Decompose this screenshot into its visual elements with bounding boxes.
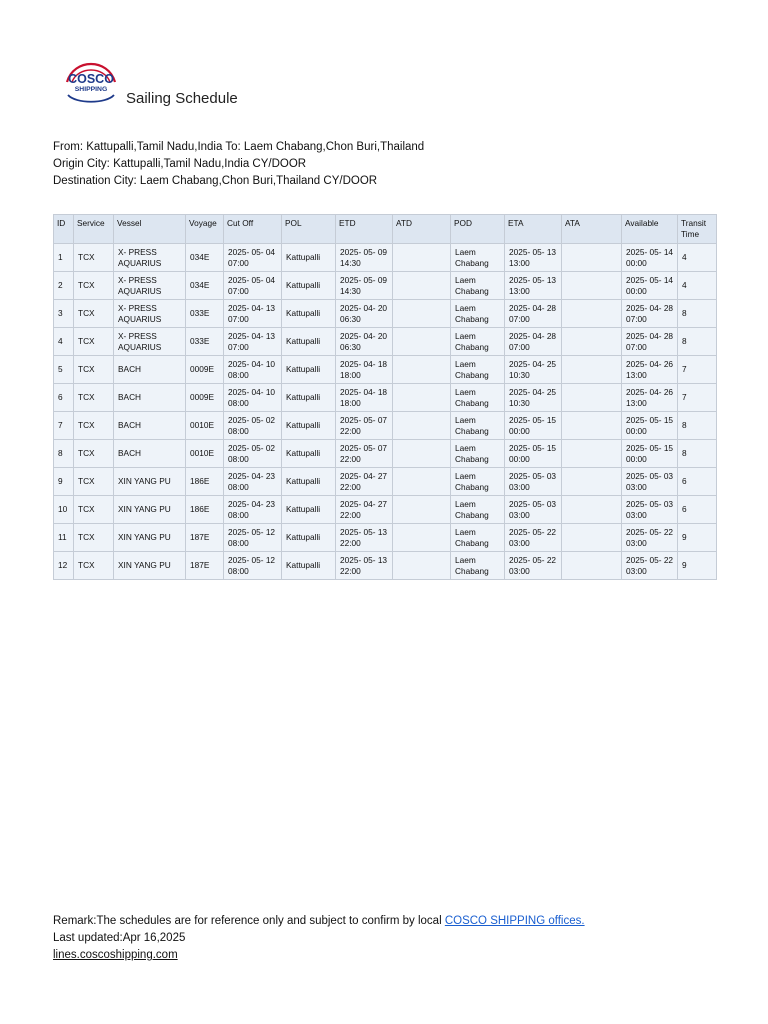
cell-atd — [393, 412, 451, 440]
cell-cut-off: 2025- 05- 02 08:00 — [224, 440, 282, 468]
cosco-shipping-logo-icon — [58, 60, 124, 106]
cell-pol: Kattupalli — [282, 300, 336, 328]
cell-transit-time: 6 — [678, 468, 717, 496]
cell-pol: Kattupalli — [282, 496, 336, 524]
cell-ata — [562, 244, 622, 272]
table-row — [54, 384, 717, 412]
cell-voyage: 033E — [186, 328, 224, 356]
cell-service: TCX — [74, 468, 114, 496]
table-row — [54, 496, 717, 524]
last-updated: Last updated:Apr 16,2025 — [53, 932, 186, 944]
cell-etd: 2025- 05- 07 22:00 — [336, 412, 393, 440]
cell-id: 9 — [54, 468, 74, 496]
cell-vessel: X- PRESS AQUARIUS — [114, 272, 186, 300]
col-header-pol: POL — [282, 215, 336, 244]
remark-text: Remark:The schedules are for reference only and subject to confirm by local — [53, 915, 445, 927]
cell-ata — [562, 328, 622, 356]
cell-vessel: XIN YANG PU — [114, 552, 186, 580]
cell-transit-time: 6 — [678, 496, 717, 524]
sailing-schedule-table — [53, 214, 717, 580]
cell-service: TCX — [74, 524, 114, 552]
cell-id: 7 — [54, 412, 74, 440]
cell-ata — [562, 412, 622, 440]
cell-transit-time: 9 — [678, 552, 717, 580]
cell-cut-off: 2025- 04- 10 08:00 — [224, 384, 282, 412]
page-title: Sailing Schedule — [126, 90, 238, 107]
cell-atd — [393, 272, 451, 300]
logo-text-sub: SHIPPING — [74, 86, 108, 93]
cell-voyage: 187E — [186, 552, 224, 580]
cell-pod: Laem Chabang — [451, 468, 505, 496]
cell-cut-off: 2025- 05- 12 08:00 — [224, 552, 282, 580]
cell-atd — [393, 300, 451, 328]
cell-atd — [393, 552, 451, 580]
cell-etd: 2025- 05- 09 14:30 — [336, 272, 393, 300]
remark-line — [53, 913, 585, 930]
cell-voyage: 186E — [186, 468, 224, 496]
cell-pol: Kattupalli — [282, 272, 336, 300]
cell-etd: 2025- 04- 20 06:30 — [336, 300, 393, 328]
cell-pod: Laem Chabang — [451, 356, 505, 384]
cell-vessel: BACH — [114, 384, 186, 412]
table-row — [54, 244, 717, 272]
cell-atd — [393, 468, 451, 496]
cell-id: 3 — [54, 300, 74, 328]
cell-transit-time: 7 — [678, 384, 717, 412]
cell-voyage: 0009E — [186, 356, 224, 384]
cell-pol: Kattupalli — [282, 328, 336, 356]
cell-service: TCX — [74, 272, 114, 300]
cell-vessel: XIN YANG PU — [114, 468, 186, 496]
cell-voyage: 0009E — [186, 384, 224, 412]
col-header-transit-time: Transit Time — [678, 215, 717, 244]
cell-eta: 2025- 05- 03 03:00 — [505, 496, 562, 524]
cell-service: TCX — [74, 300, 114, 328]
route-info — [53, 139, 424, 190]
cell-service: TCX — [74, 412, 114, 440]
cell-eta: 2025- 05- 15 00:00 — [505, 412, 562, 440]
cell-transit-time: 8 — [678, 412, 717, 440]
cell-pod: Laem Chabang — [451, 524, 505, 552]
cell-eta: 2025- 05- 13 13:00 — [505, 244, 562, 272]
cell-pol: Kattupalli — [282, 384, 336, 412]
cell-cut-off: 2025- 04- 13 07:00 — [224, 328, 282, 356]
table-row — [54, 468, 717, 496]
cell-atd — [393, 440, 451, 468]
cell-id: 8 — [54, 440, 74, 468]
cell-etd: 2025- 05- 07 22:00 — [336, 440, 393, 468]
cell-etd: 2025- 05- 09 14:30 — [336, 244, 393, 272]
cell-pol: Kattupalli — [282, 468, 336, 496]
cell-vessel: BACH — [114, 412, 186, 440]
cell-pod: Laem Chabang — [451, 328, 505, 356]
col-header-voyage: Voyage — [186, 215, 224, 244]
cell-id: 1 — [54, 244, 74, 272]
cell-transit-time: 8 — [678, 328, 717, 356]
cell-voyage: 187E — [186, 524, 224, 552]
table-header-row — [54, 215, 717, 244]
cell-ata — [562, 468, 622, 496]
cell-available: 2025- 05- 03 03:00 — [622, 496, 678, 524]
cell-service: TCX — [74, 384, 114, 412]
website-link[interactable]: lines.coscoshipping.com — [53, 949, 178, 961]
table-row — [54, 300, 717, 328]
cell-voyage: 0010E — [186, 412, 224, 440]
table-row — [54, 412, 717, 440]
cell-eta: 2025- 04- 25 10:30 — [505, 356, 562, 384]
cell-pod: Laem Chabang — [451, 552, 505, 580]
logo-text-main: COSCO — [68, 72, 114, 86]
cell-voyage: 033E — [186, 300, 224, 328]
cell-eta: 2025- 04- 25 10:30 — [505, 384, 562, 412]
col-header-vessel: Vessel — [114, 215, 186, 244]
cell-service: TCX — [74, 328, 114, 356]
cell-pod: Laem Chabang — [451, 272, 505, 300]
cell-ata — [562, 440, 622, 468]
cell-service: TCX — [74, 552, 114, 580]
cell-id: 5 — [54, 356, 74, 384]
cell-pol: Kattupalli — [282, 356, 336, 384]
table-row — [54, 552, 717, 580]
cell-pol: Kattupalli — [282, 412, 336, 440]
cell-service: TCX — [74, 440, 114, 468]
from-to-line: From: Kattupalli,Tamil Nadu,India To: Laem Chabang,Chon Buri,Thailand — [53, 141, 425, 153]
cell-vessel: X- PRESS AQUARIUS — [114, 328, 186, 356]
cell-atd — [393, 496, 451, 524]
cell-pol: Kattupalli — [282, 440, 336, 468]
cell-vessel: BACH — [114, 356, 186, 384]
col-header-pod: POD — [451, 215, 505, 244]
cell-pod: Laem Chabang — [451, 412, 505, 440]
cell-id: 10 — [54, 496, 74, 524]
cell-eta: 2025- 04- 28 07:00 — [505, 328, 562, 356]
cell-atd — [393, 356, 451, 384]
cell-ata — [562, 552, 622, 580]
cell-atd — [393, 384, 451, 412]
cell-etd: 2025- 04- 27 22:00 — [336, 496, 393, 524]
cell-cut-off: 2025- 04- 23 08:00 — [224, 468, 282, 496]
cell-atd — [393, 328, 451, 356]
cell-cut-off: 2025- 05- 02 08:00 — [224, 412, 282, 440]
cell-voyage: 0010E — [186, 440, 224, 468]
col-header-etd: ETD — [336, 215, 393, 244]
cell-ata — [562, 524, 622, 552]
col-header-eta: ETA — [505, 215, 562, 244]
col-header-atd: ATD — [393, 215, 451, 244]
cell-id: 2 — [54, 272, 74, 300]
cosco-offices-link[interactable]: COSCO SHIPPING offices. — [444, 915, 585, 927]
cell-eta: 2025- 05- 22 03:00 — [505, 524, 562, 552]
cell-eta: 2025- 05- 13 13:00 — [505, 272, 562, 300]
cell-transit-time: 8 — [678, 300, 717, 328]
cell-service: TCX — [74, 244, 114, 272]
cell-available: 2025- 05- 15 00:00 — [622, 440, 678, 468]
cell-id: 4 — [54, 328, 74, 356]
cell-cut-off: 2025- 04- 13 07:00 — [224, 300, 282, 328]
destination-city-line: Destination City: Laem Chabang,Chon Buri,Thailand CY/DOOR — [53, 175, 378, 187]
cell-transit-time: 4 — [678, 272, 717, 300]
cell-voyage: 034E — [186, 244, 224, 272]
cell-cut-off: 2025- 04- 10 08:00 — [224, 356, 282, 384]
cell-eta: 2025- 05- 15 00:00 — [505, 440, 562, 468]
cell-id: 11 — [54, 524, 74, 552]
cell-available: 2025- 05- 22 03:00 — [622, 524, 678, 552]
col-header-service: Service — [74, 215, 114, 244]
cell-pod: Laem Chabang — [451, 440, 505, 468]
cell-transit-time: 4 — [678, 244, 717, 272]
cell-vessel: XIN YANG PU — [114, 524, 186, 552]
col-header-cut-off: Cut Off — [224, 215, 282, 244]
cell-available: 2025- 04- 28 07:00 — [622, 300, 678, 328]
cell-service: TCX — [74, 496, 114, 524]
cell-ata — [562, 272, 622, 300]
cell-pod: Laem Chabang — [451, 384, 505, 412]
table-body — [54, 244, 717, 580]
table-row — [54, 524, 717, 552]
table-row — [54, 440, 717, 468]
cell-cut-off: 2025- 04- 23 08:00 — [224, 496, 282, 524]
cell-available: 2025- 05- 14 00:00 — [622, 244, 678, 272]
cell-pod: Laem Chabang — [451, 496, 505, 524]
cell-vessel: X- PRESS AQUARIUS — [114, 244, 186, 272]
cell-pol: Kattupalli — [282, 552, 336, 580]
cell-pol: Kattupalli — [282, 244, 336, 272]
cell-transit-time: 9 — [678, 524, 717, 552]
cell-service: TCX — [74, 356, 114, 384]
cell-pod: Laem Chabang — [451, 244, 505, 272]
cell-pol: Kattupalli — [282, 524, 336, 552]
cell-etd: 2025- 04- 27 22:00 — [336, 468, 393, 496]
footer — [53, 913, 585, 964]
cell-etd: 2025- 05- 13 22:00 — [336, 524, 393, 552]
cell-transit-time: 8 — [678, 440, 717, 468]
cell-eta: 2025- 04- 28 07:00 — [505, 300, 562, 328]
cell-transit-time: 7 — [678, 356, 717, 384]
cell-etd: 2025- 05- 13 22:00 — [336, 552, 393, 580]
cell-vessel: X- PRESS AQUARIUS — [114, 300, 186, 328]
cell-vessel: BACH — [114, 440, 186, 468]
cell-available: 2025- 05- 15 00:00 — [622, 412, 678, 440]
col-header-ata: ATA — [562, 215, 622, 244]
cell-atd — [393, 244, 451, 272]
cell-etd: 2025- 04- 20 06:30 — [336, 328, 393, 356]
cell-available: 2025- 04- 26 13:00 — [622, 384, 678, 412]
cell-etd: 2025- 04- 18 18:00 — [336, 384, 393, 412]
cell-voyage: 034E — [186, 272, 224, 300]
table-row — [54, 328, 717, 356]
cell-available: 2025- 04- 28 07:00 — [622, 328, 678, 356]
cell-ata — [562, 496, 622, 524]
cell-cut-off: 2025- 05- 12 08:00 — [224, 524, 282, 552]
cell-available: 2025- 04- 26 13:00 — [622, 356, 678, 384]
cell-id: 12 — [54, 552, 74, 580]
cell-vessel: XIN YANG PU — [114, 496, 186, 524]
cell-available: 2025- 05- 22 03:00 — [622, 552, 678, 580]
cell-ata — [562, 356, 622, 384]
cell-etd: 2025- 04- 18 18:00 — [336, 356, 393, 384]
origin-city-line: Origin City: Kattupalli,Tamil Nadu,India CY/DOOR — [53, 158, 307, 170]
col-header-id: ID — [54, 215, 74, 244]
cell-ata — [562, 300, 622, 328]
cell-id: 6 — [54, 384, 74, 412]
table-row — [54, 272, 717, 300]
cell-available: 2025- 05- 03 03:00 — [622, 468, 678, 496]
table-row — [54, 356, 717, 384]
cell-available: 2025- 05- 14 00:00 — [622, 272, 678, 300]
cell-cut-off: 2025- 05- 04 07:00 — [224, 272, 282, 300]
cell-ata — [562, 384, 622, 412]
cell-pod: Laem Chabang — [451, 300, 505, 328]
col-header-available: Available — [622, 215, 678, 244]
cell-atd — [393, 524, 451, 552]
cell-cut-off: 2025- 05- 04 07:00 — [224, 244, 282, 272]
cell-voyage: 186E — [186, 496, 224, 524]
cell-eta: 2025- 05- 22 03:00 — [505, 552, 562, 580]
cell-eta: 2025- 05- 03 03:00 — [505, 468, 562, 496]
